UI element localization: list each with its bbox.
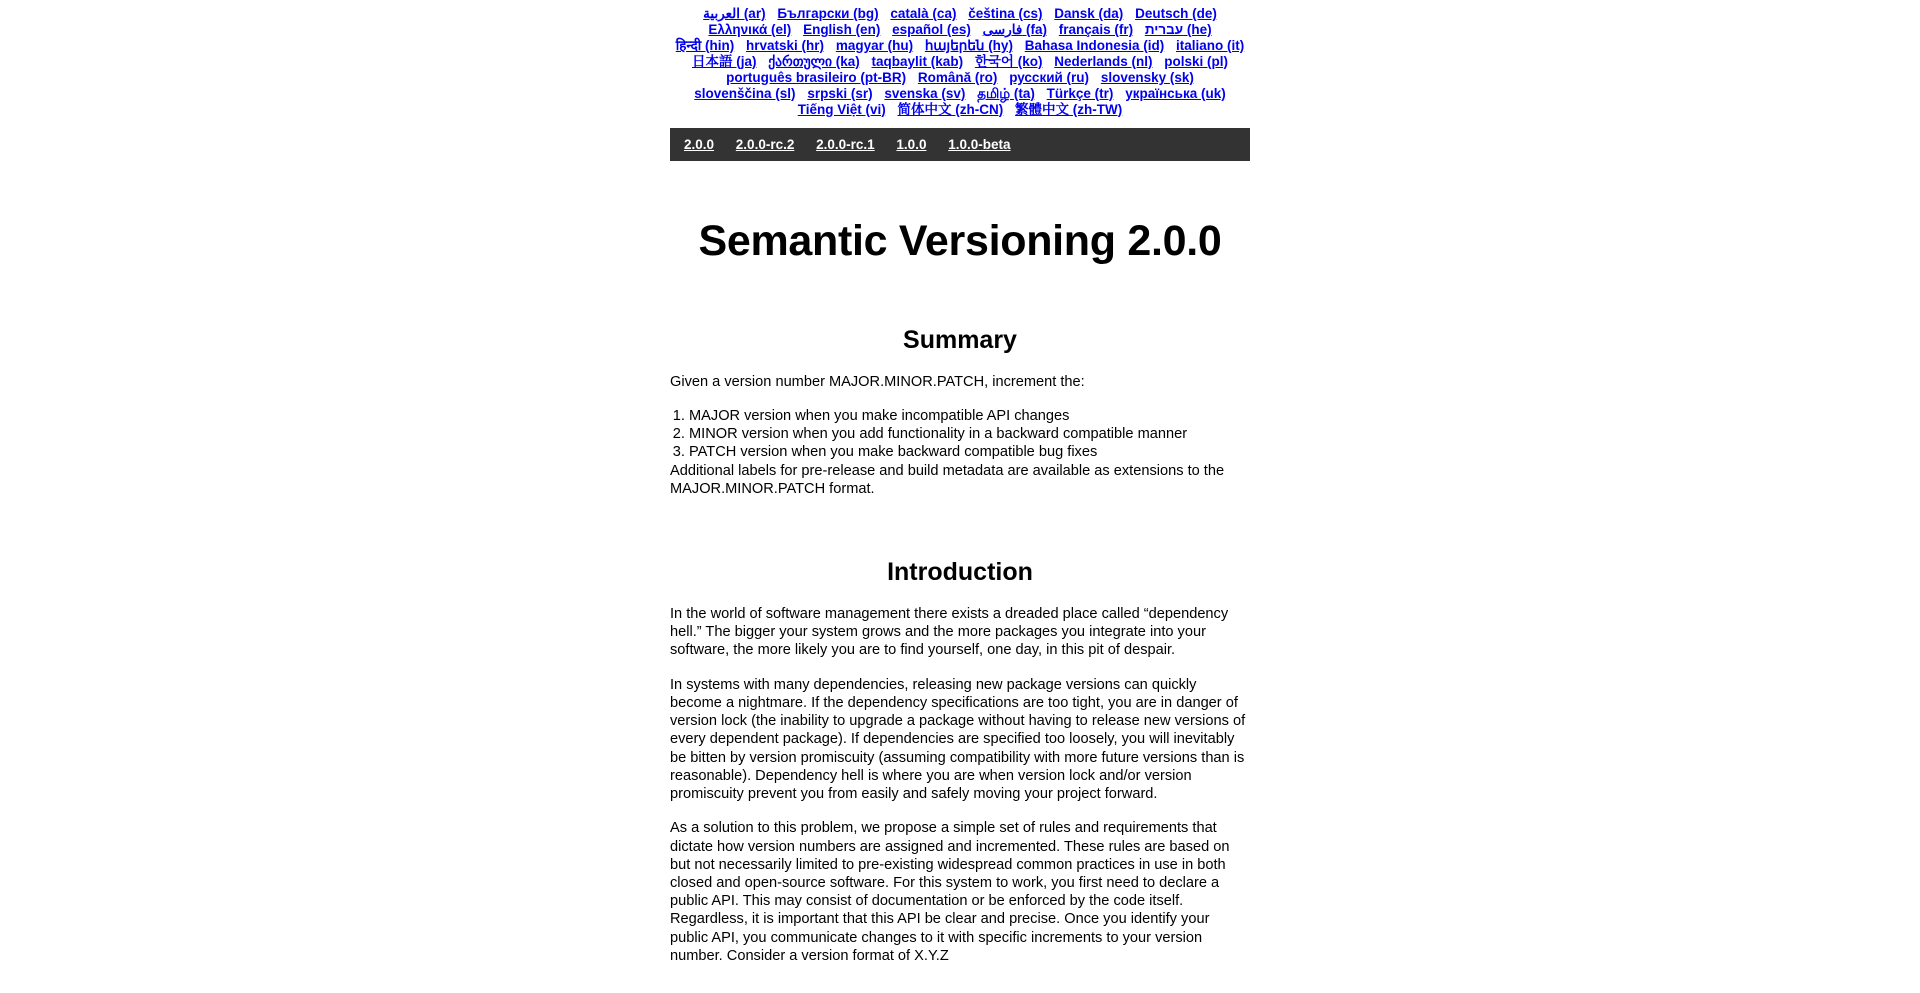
language-link[interactable]: 日本語 (ja)	[691, 53, 757, 69]
list-item: 1. MAJOR version when you make incompatible API changes	[689, 408, 1250, 426]
summary-outro: Additional labels for pre-release and build metadata are available as extensions to the MAJOR.MINOR.PATCH format.	[670, 462, 1225, 497]
page-title: Semantic Versioning 2.0.0	[698, 217, 1222, 266]
language-link[interactable]: Tiếng Việt (vi)	[797, 101, 886, 117]
language-link[interactable]: 한국어 (ko)	[974, 53, 1043, 69]
language-link[interactable]: русский (ru)	[1009, 69, 1090, 85]
language-link[interactable]: português brasileiro (pt-BR)	[726, 69, 907, 85]
language-link[interactable]: 简体中文 (zh-CN)	[897, 101, 1004, 117]
version-link[interactable]: 2.0.0-rc.2	[735, 137, 795, 153]
introduction-paragraph-2: In systems with many dependencies, releasing new package versions can quickly become a nightmare. If the dependency specifications are too tight, you are in danger of version lock (the inability to upgrade a package without having to release new versions of every dependent package). If dependencies are specified too loosely, you will inevitably be bitten by version promiscuity (assuming compatibility with more future versions than is reasonable). Dependency hell is where you are when version lock and/or version promiscuity prevent you from easily and safely moving your project forward.	[670, 676, 1246, 803]
language-link[interactable]: Bahasa Indonesia (id)	[1024, 37, 1165, 53]
language-link[interactable]: हिन्दी (hin)	[675, 37, 735, 53]
language-link[interactable]: Deutsch (de)	[1135, 6, 1217, 21]
language-link[interactable]: հայերեն (hy)	[924, 37, 1013, 53]
language-link[interactable]: Ελληνικά (el)	[708, 21, 792, 37]
language-link[interactable]: தமிழ் (ta)	[977, 85, 1035, 101]
summary-rules-list	[670, 408, 1250, 462]
language-link[interactable]: magyar (hu)	[835, 37, 914, 53]
language-link[interactable]: français (fr)	[1058, 21, 1134, 37]
language-link[interactable]: 繁體中文 (zh-TW)	[1015, 101, 1123, 117]
language-link[interactable]: Български (bg)	[777, 6, 879, 21]
language-link[interactable]: slovenščina (sl)	[694, 85, 796, 101]
introduction-paragraph-1: In the world of software management there exists a dreaded place called “dependency hell.” The bigger your system grows and the more packages you integrate into your software, the more likely you are to find yourself, one day, in this pit of despair.	[670, 605, 1229, 659]
language-link[interactable]: ქართული (ka)	[768, 53, 860, 69]
language-link[interactable]: Română (ro)	[917, 69, 998, 85]
language-link[interactable]: العربية (ar)	[703, 6, 766, 21]
version-link[interactable]: 2.0.0-rc.1	[816, 137, 875, 153]
language-link[interactable]: srpski (sr)	[807, 85, 873, 101]
language-switcher[interactable]	[670, 6, 1250, 117]
language-link[interactable]: español (es)	[892, 21, 971, 37]
list-item: 3. PATCH version when you make backward compatible bug fixes	[689, 444, 1250, 462]
version-link[interactable]: 1.0.0	[896, 137, 927, 153]
language-link[interactable]: català (ca)	[890, 6, 957, 21]
language-link[interactable]: Türkçe (tr)	[1046, 85, 1114, 101]
list-item: 2. MINOR version when you add functionality in a backward compatible manner	[689, 426, 1250, 444]
version-switcher[interactable]	[670, 128, 1250, 161]
version-link-current[interactable]: 2.0.0	[684, 137, 715, 153]
language-link[interactable]: עברית (he)	[1144, 21, 1212, 37]
language-link[interactable]: slovensky (sk)	[1100, 69, 1194, 85]
summary-intro: Given a version number MAJOR.MINOR.PATCH, increment the:	[670, 374, 1085, 391]
language-link[interactable]: Nederlands (nl)	[1054, 53, 1153, 69]
language-link[interactable]: polski (pl)	[1164, 53, 1228, 69]
summary-heading: Summary	[903, 326, 1017, 355]
content-column	[670, 0, 1250, 965]
language-link[interactable]: українська (uk)	[1125, 85, 1226, 101]
language-link[interactable]: italiano (it)	[1176, 37, 1245, 53]
language-link[interactable]: čeština (cs)	[968, 6, 1043, 21]
language-link[interactable]: فارسی (fa)	[982, 21, 1048, 37]
language-link[interactable]: English (en)	[803, 21, 881, 37]
language-link[interactable]: hrvatski (hr)	[746, 37, 825, 53]
language-link[interactable]: svenska (sv)	[884, 85, 966, 101]
language-link[interactable]: taqbaylit (kab)	[871, 53, 964, 69]
introduction-heading: Introduction	[887, 557, 1033, 586]
version-link[interactable]: 1.0.0-beta	[948, 137, 1011, 153]
introduction-paragraph-3: As a solution to this problem, we propose a simple set of rules and requirements that dictate how version numbers are assigned and incremented. These rules are based on but not necessarily limited to pre-existing widespread common practices in use in both closed and open-source software. For this system to work, you first need to declare a public API. This may consist of documentation or be enforced by the code itself. Regardless, it is important that this API be clear and precise. Once you identify your public API, you communicate changes to it with specific increments to your version number. Consider a version format of X.Y.Z	[670, 820, 1230, 964]
language-link[interactable]: Dansk (da)	[1054, 6, 1124, 21]
